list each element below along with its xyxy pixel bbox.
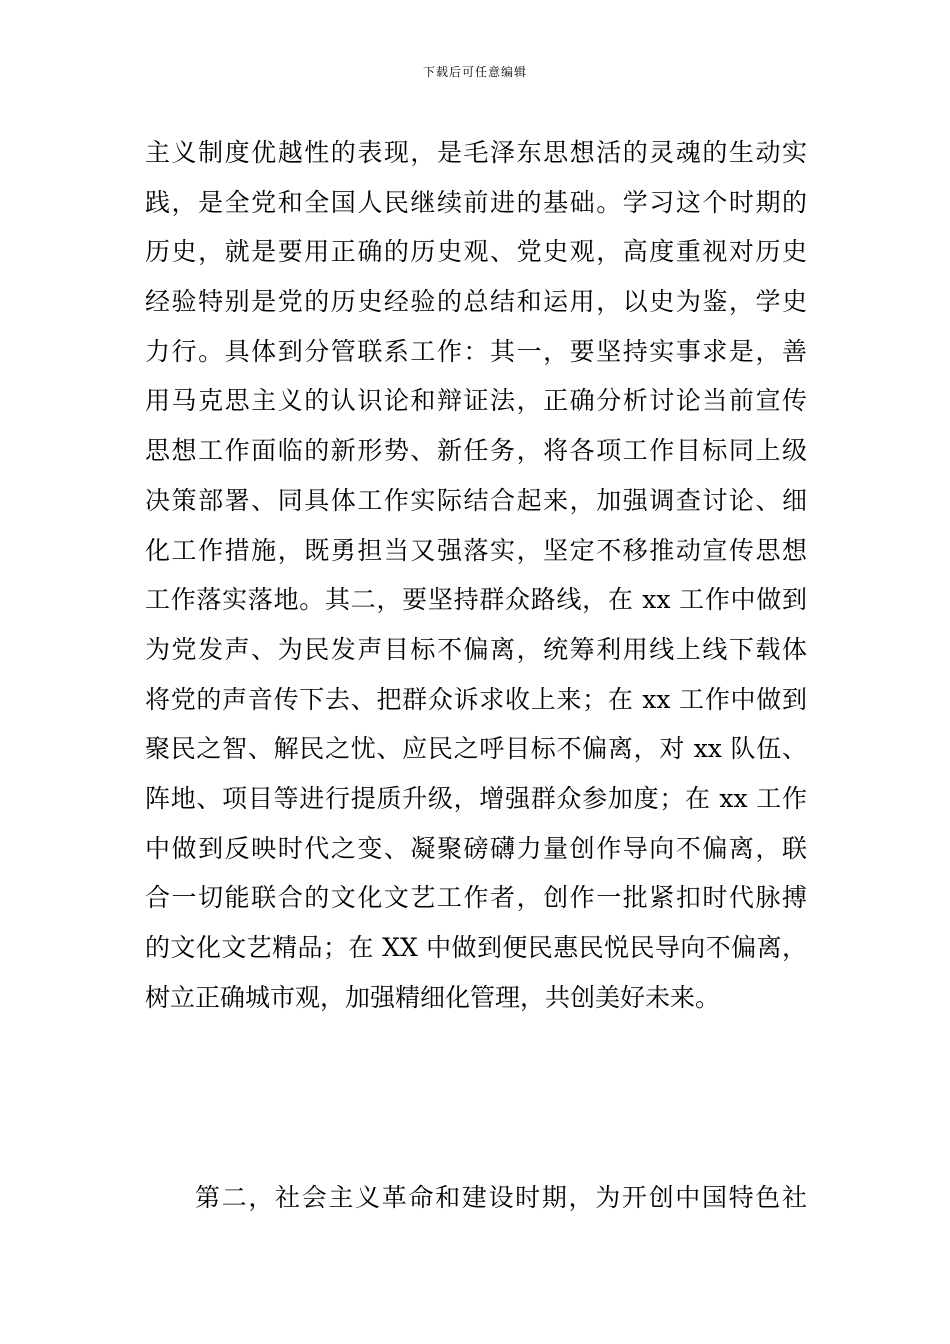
text-line: 经验特别是党的历史经验的总结和运用，以史为鉴，学史 xyxy=(145,287,807,317)
text-line: 主义制度优越性的表现，是毛泽东思想活的灵魂的生动实 xyxy=(145,138,807,167)
text-line: 的文化文艺精品；在 XX 中做到便民惠民悦民导向不偏离， xyxy=(145,933,807,962)
paragraph-2 xyxy=(145,1173,807,1223)
text-line: 践，是全党和全国人民继续前进的基础。学习这个时期的 xyxy=(145,187,807,217)
text-line: 思想工作面临的新形势、新任务，将各项工作目标同上级 xyxy=(145,436,807,466)
text-line: 历史，就是要用正确的历史观、党史观，高度重视对历史 xyxy=(145,237,807,267)
text-line: 将党的声音传下去、把群众诉求收上来；在 xx 工作中做到 xyxy=(145,684,807,714)
paragraph-1 xyxy=(145,128,807,1022)
text-line: 决策部署、同具体工作实际结合起来，加强调查讨论、细 xyxy=(145,485,807,515)
text-line: 合一切能联合的文化文艺工作者，创作一批紧扣时代脉搏 xyxy=(145,883,807,913)
text-line: 中做到反映时代之变、凝聚磅礴力量创作导向不偏离，联 xyxy=(145,833,807,863)
text-line: 用马克思主义的认识论和辩证法，正确分析讨论当前宣传 xyxy=(145,386,807,416)
text-line: 阵地、项目等进行提质升级，增强群众参加度；在 xx 工作 xyxy=(145,783,807,813)
page-header: 下载后可任意编辑 xyxy=(422,65,527,79)
text-line: 聚民之智、解民之忧、应民之呼目标不偏离，对 xx 队伍、 xyxy=(145,734,807,764)
text-line: 第二，社会主义革命和建设时期，为开创中国特色社 xyxy=(195,1183,807,1212)
text-line: 为党发声、为民发声目标不偏离，统筹利用线上线下载体 xyxy=(145,634,807,664)
text-line: 树立正确城市观，加强精细化管理，共创美好未来。 xyxy=(145,982,721,1012)
text-line: 力行。具体到分管联系工作：其一，要坚持实事求是，善 xyxy=(145,336,807,366)
text-line: 工作落实落地。其二，要坚持群众路线，在 xx 工作中做到 xyxy=(145,585,807,615)
text-line: 化工作措施，既勇担当又强落实，坚定不移推动宣传思想 xyxy=(145,535,807,565)
